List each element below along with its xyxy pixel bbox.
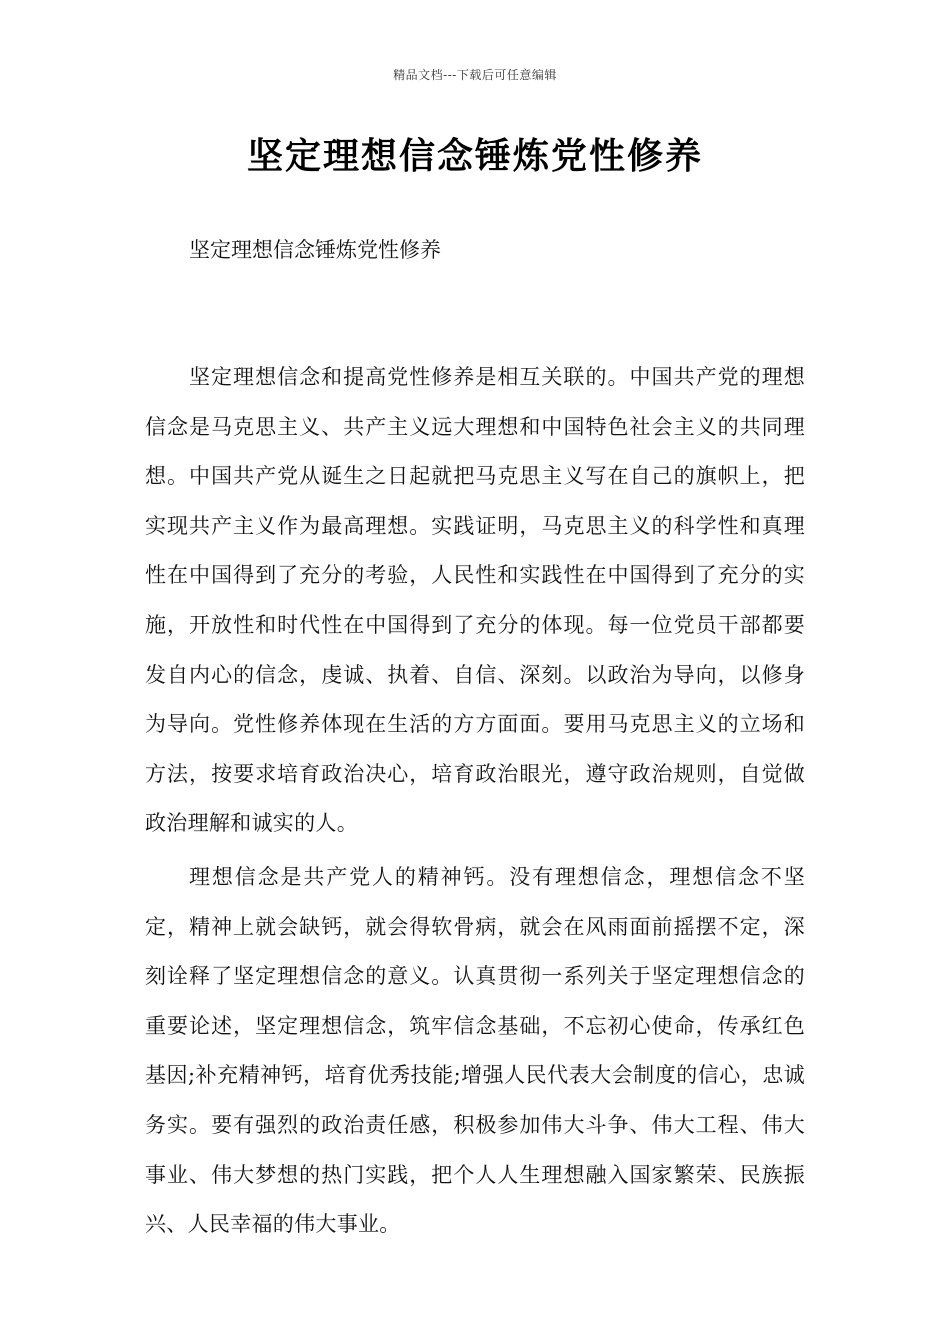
header-note: 精品文档---下载后可任意编辑 [393,68,557,82]
body-paragraph-1: 坚定理想信念和提高党性修养是相互关联的。中国共产党的理想信念是马克思主义、共产主义远大理想和中国特色社会主义的共同理想。中国共产党从诞生之日起就把马克思主义写在自己的旗帜上，把实现共产主义作为最高理想。实践证明，马克思主义的科学性和真理性在中国得到了充分的考验，人民性和实践性在中国得到了充分的实施，开放性和时代性在中国得到了充分的体现。每一位党员干部都要发自内心的信念，虔诚、执着、自信、深刻。以政治为导向，以修身为导向。党性修养体现在生活的方方面面。要用马克思主义的立场和方法，按要求培育政治决心，培育政治眼光，遵守政治规则，自觉做政治理解和诚实的人。 [145,365,805,836]
document-body [145,230,805,1250]
document-subtitle: 坚定理想信念锤炼党性修养 [189,238,441,262]
body-paragraph-2: 理想信念是共产党人的精神钙。没有理想信念，理想信念不坚定，精神上就会缺钙，就会得软骨病，就会在风雨面前摇摆不定，深刻诠释了坚定理想信念的意义。认真贯彻一系列关于坚定理想信念的重要论述，坚定理想信念，筑牢信念基础，不忘初心使命，传承红色基因;补充精神钙，培育优秀技能;增强人民代表大会制度的信心，忠诚务实。要有强烈的政治责任感，积极参加伟大斗争、伟大工程、伟大事业、伟大梦想的热门实践，把个人人生理想融入国家繁荣、民族振兴、人民幸福的伟大事业。 [145,864,805,1237]
document-title: 坚定理想信念锤炼党性修养 [246,135,703,177]
